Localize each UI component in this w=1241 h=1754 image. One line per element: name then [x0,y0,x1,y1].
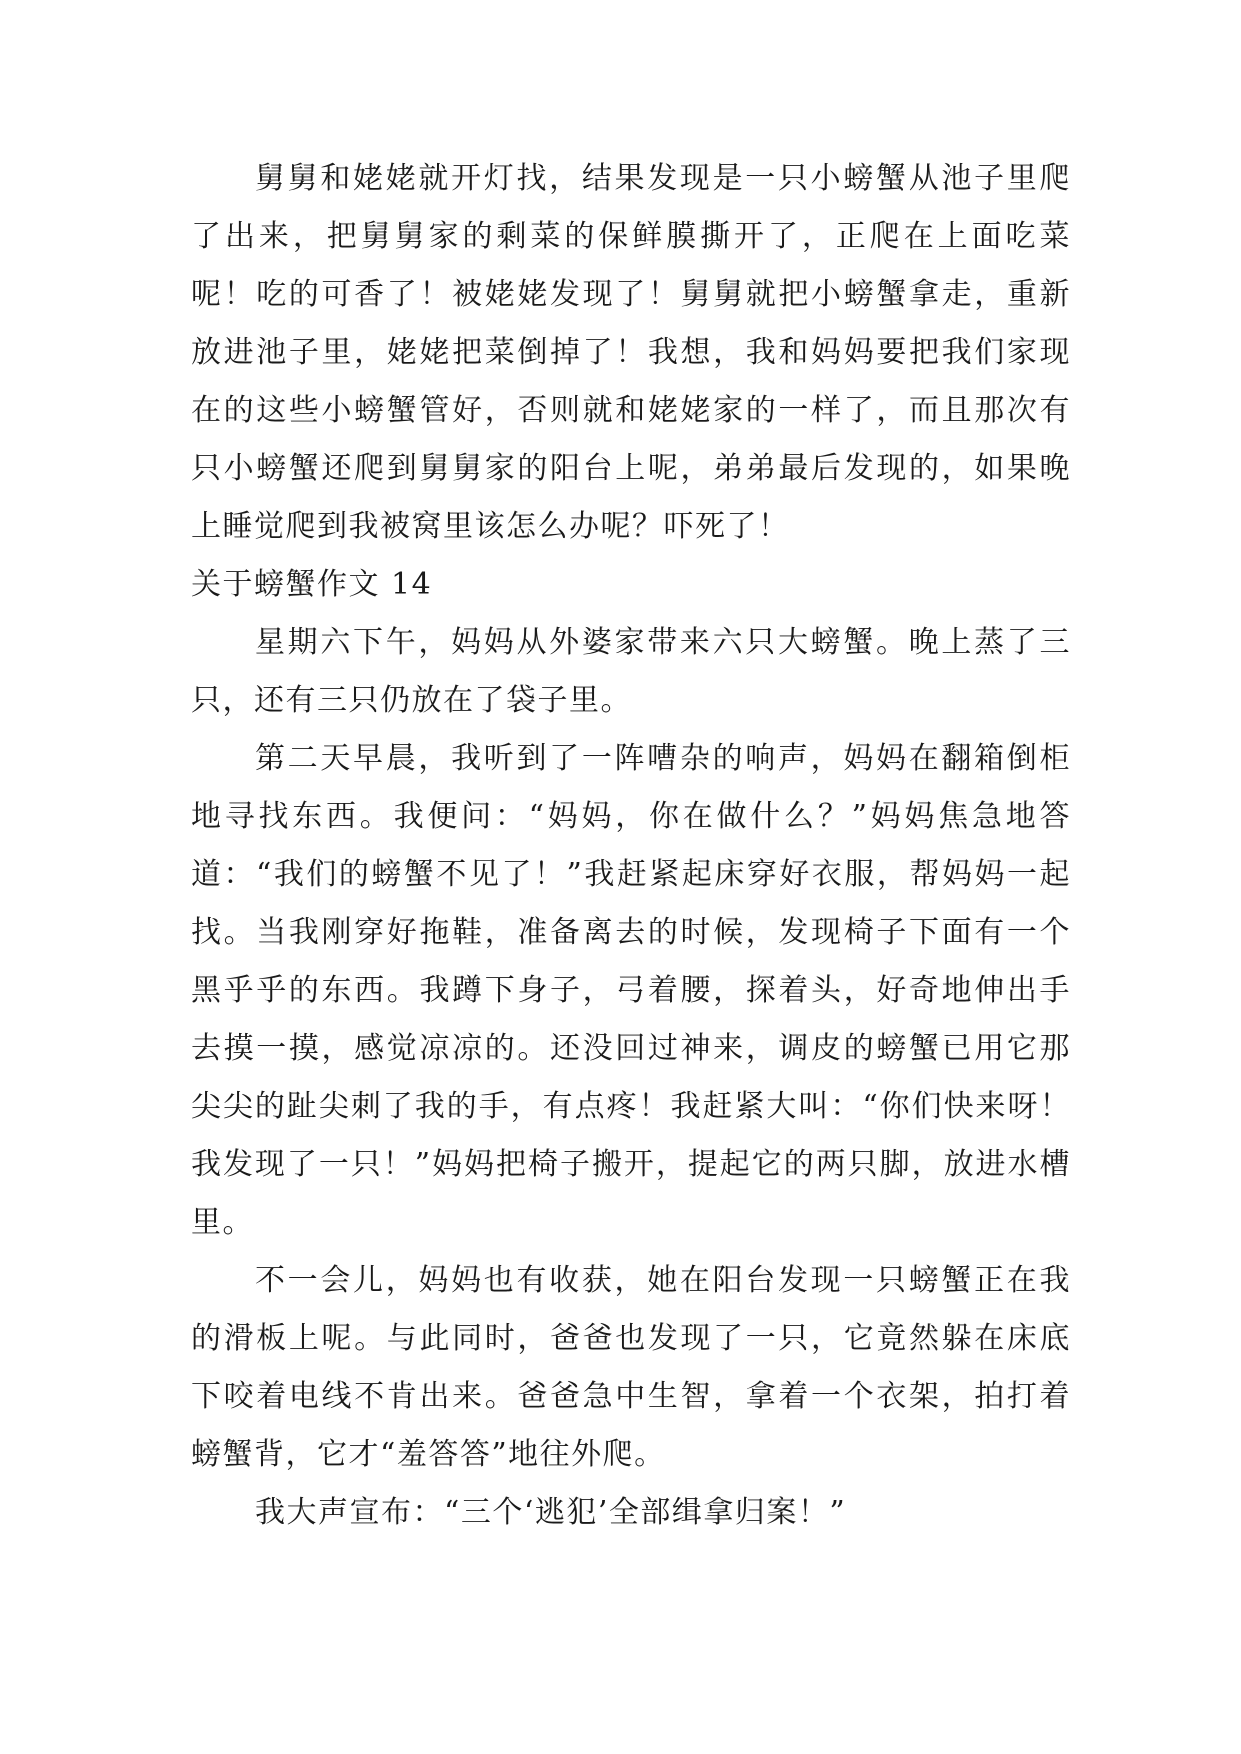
paragraph-2: 第二天早晨，我听到了一阵嘈杂的响声，妈妈在翻箱倒柜地寻找东西。我便问：“妈妈，你在做什么？”妈妈焦急地答道：“我们的螃蟹不见了！”我赶紧起床穿好衣服，帮妈妈一起找。当我刚穿好拖鞋，准备离去的时候，发现椅子下面有一个黑乎乎的东西。我蹲下身子，弓着腰，探着头，好奇地伸出手去摸一摸，感觉凉凉的。还没回过神来，调皮的螃蟹已用它那尖尖的趾尖刺了我的手，有点疼！我赶紧大叫：“你们快来呀！我发现了一只！”妈妈把椅子搬开，提起它的两只脚，放进水槽里。 [191,741,1071,1240]
document-page [191,150,1071,1542]
paragraph-continued: 舅舅和姥姥就开灯找，结果发现是一只小螃蟹从池子里爬了出来，把舅舅家的剩菜的保鲜膜撕开了，正爬在上面吃菜呢！吃的可香了！被姥姥发现了！舅舅就把小螃蟹拿走，重新放进池子里，姥姥把菜倒掉了！我想，我和妈妈要把我们家现在的这些小螃蟹管好，否则就和姥姥家的一样了，而且那次有只小螃蟹还爬到舅舅家的阳台上呢，弟弟最后发现的，如果晚上睡觉爬到我被窝里该怎么办呢？吓死了！ [191,161,1071,544]
paragraph-4: 我大声宣布：“三个‘逃犯’全部缉拿归案！” [255,1495,847,1530]
section-title: 关于螃蟹作文 14 [191,567,433,602]
paragraph-1: 星期六下午，妈妈从外婆家带来六只大螃蟹。晚上蒸了三只，还有三只仍放在了袋子里。 [191,625,1071,718]
paragraph-3: 不一会儿，妈妈也有收获，她在阳台发现一只螃蟹正在我的滑板上呢。与此同时，爸爸也发现了一只，它竟然躲在床底下咬着电线不肯出来。爸爸急中生智，拿着一个衣架，拍打着螃蟹背，它才“羞答答”地往外爬。 [191,1263,1071,1472]
